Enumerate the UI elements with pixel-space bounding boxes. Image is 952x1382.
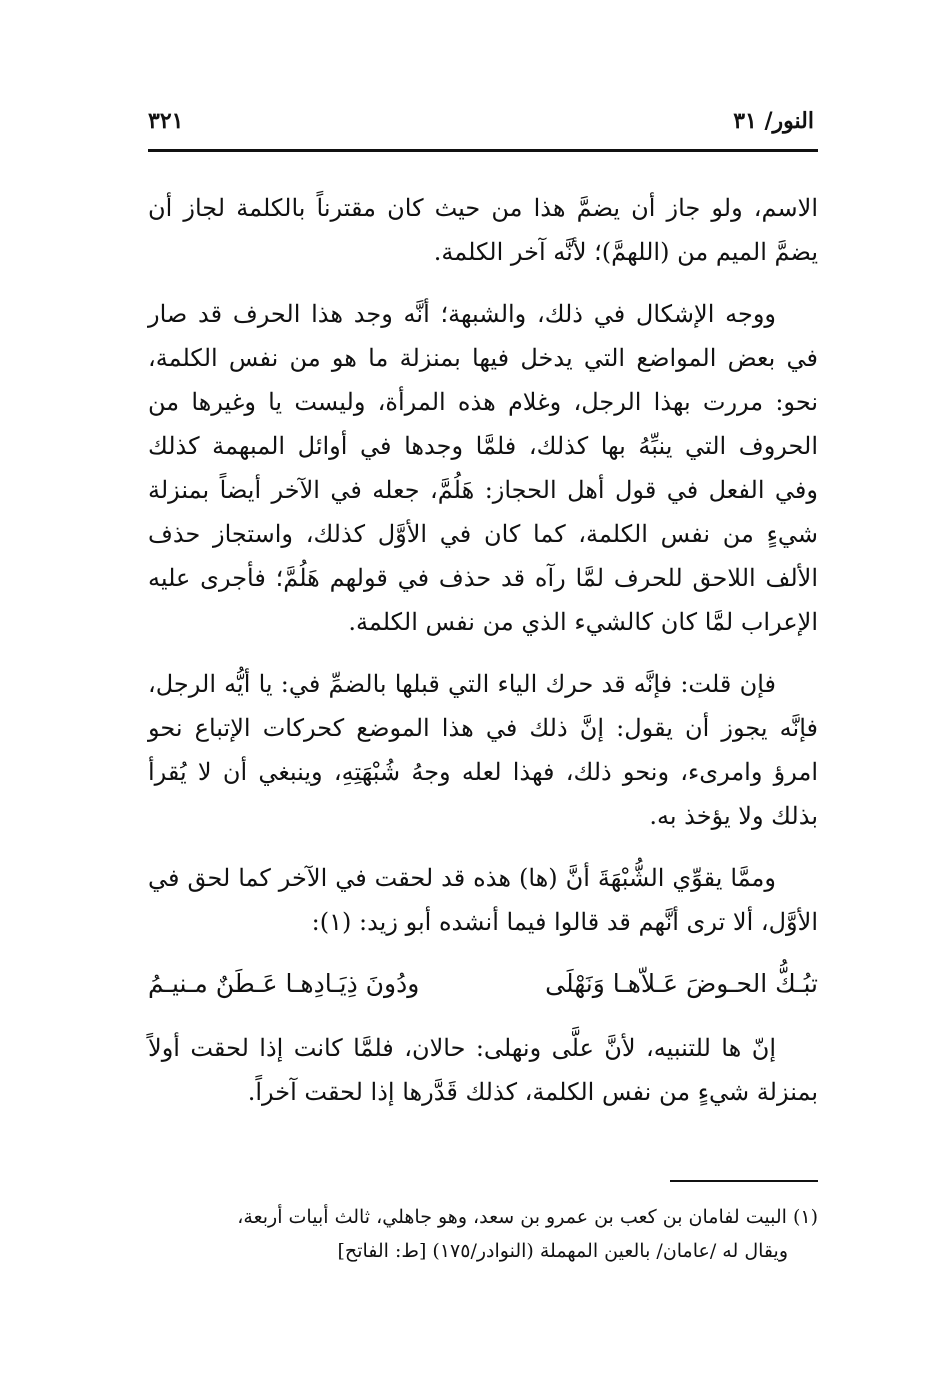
header-rule xyxy=(148,149,818,152)
footnote-line-2: ويقال له /عامان/ بالعين المهملة (النوادر/١٧٥) [ط: الفاتح] xyxy=(337,1240,788,1262)
footnote-line-1: (١) البيت لفامان بن كعب بن عمرو بن سعد، وهو جاهلي، ثالث أبيات أربعة، xyxy=(237,1206,818,1228)
paragraph-4: وممَّا يقوِّي الشُّبْهَةَ أنَّ (ها) هذه قد لحقت في الآخر كما لحق في الأوَّل، ألا ترى أنَّهم قد قالوا فيما أنشده أبو زيد: (١): xyxy=(148,864,818,936)
verse-second-hemistich: ودُونَ ذِيَـادِهـا عَـطَنٌ مـنيـمُ xyxy=(148,969,420,998)
footnote-rule xyxy=(670,1180,818,1182)
paragraph-1: الاسم، ولو جاز أن يضمَّ هذا من حيث كان مقترناً بالكلمة لجاز أن يضمَّ الميم من (اللهمَّ)؛ لأنَّه آخر الكلمة. xyxy=(148,194,818,266)
poetry-verse xyxy=(148,962,818,1006)
paragraph-5: إنّ ها للتنبيه، لأنَّ علَّى ونهلى: حالان، فلمَّا كانت إذا لحقت أولاً بمنزلة شيءٍ من نفس الكلمة، كذلك قَدَّرها إذا لحقت آخراً. xyxy=(148,1034,818,1106)
paragraph-3: فإن قلت: فإنَّه قد حرك الياء التي قبلها بالضمِّ في: يا أيُّه الرجل، فإنَّه يجوز أن يقول: إنَّ ذلك في هذا الموضع كحركات الإتباع نحو امرؤ وامرىء، ونحو ذلك، فهذا لعله وجهُ شُبْهَتِهِ، وينبغي أن لا يُقرأ بذلك ولا يؤخذ به. xyxy=(148,670,818,830)
running-header xyxy=(148,108,814,148)
main-text xyxy=(148,186,818,1132)
paragraph-2: ووجه الإشكال في ذلك، والشبهة؛ أنَّه وجد هذا الحرف قد صار في بعض المواضع التي يدخل فيها بمنزلة ما هو من نفس الكلمة، نحو: مررت بهذا الرجل، وغلام هذه المرأة، وليست يا وغيرها من الحروف التي ينبِّهُ بها كذلك، فلمَّا وجدها في أوائل المبهمة كذلك وفي الفعل في قول أهل الحجاز: هَلُمَّ، جعله في الآخر أيضاً بمنزلة شيءٍ من نفس الكلمة، كما كان في الأوَّل كذلك، واستجاز حذف الألف اللاحق للحرف لمَّا رآه قد حذف في قولهم هَلُمَّ؛ فأجرى عليه الإعراب لمَّا كان كالشيء الذي من نفس الكلمة. xyxy=(148,300,818,636)
footnote xyxy=(148,1200,818,1268)
verse-first-hemistich: تبُـكُّ الحـوضَ عَـلاّهـا وَنَهْلَى xyxy=(545,969,818,998)
page-number: ٣٢١ xyxy=(148,108,184,134)
surah-reference: النور/ ٣١ xyxy=(733,108,814,134)
